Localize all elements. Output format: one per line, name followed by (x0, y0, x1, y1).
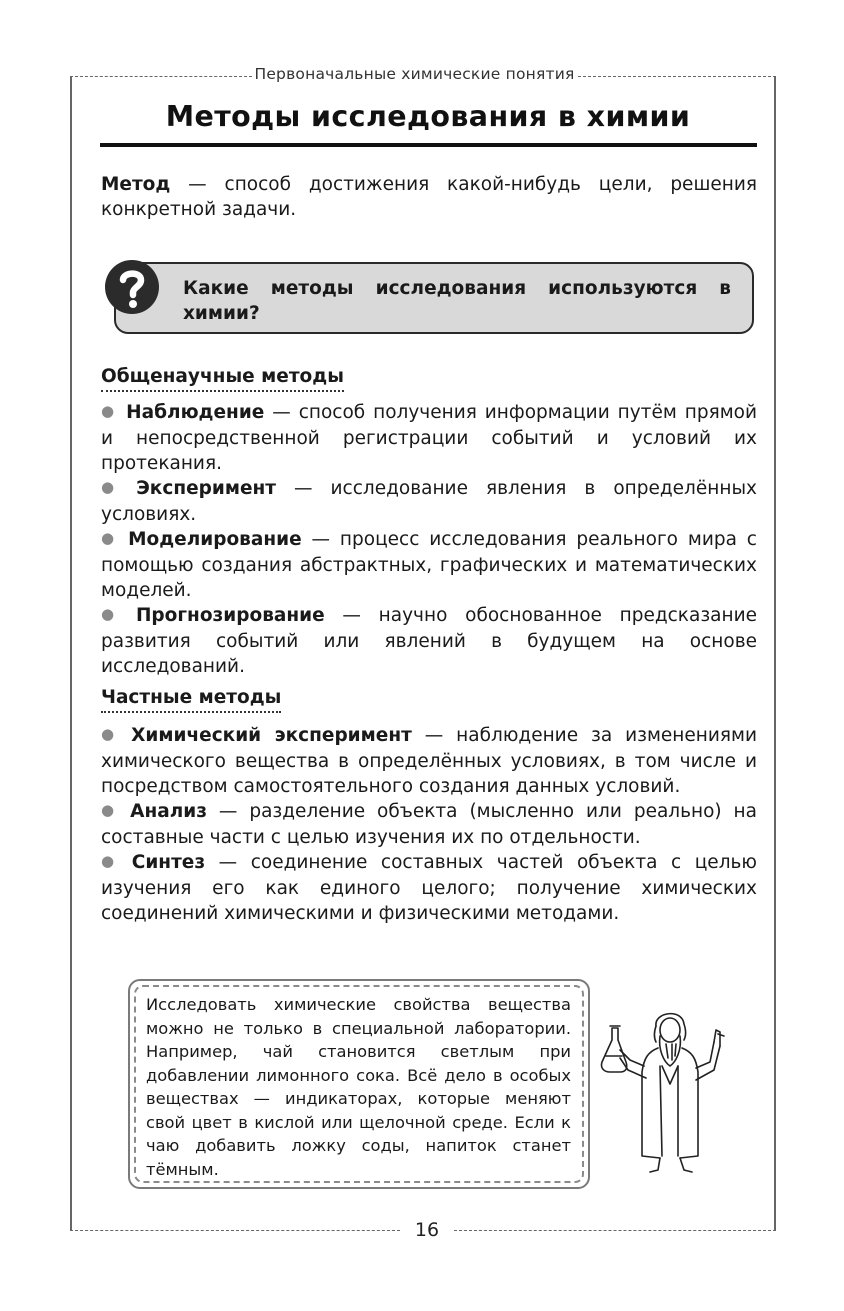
page-title: Методы исследования в химии (165, 100, 691, 133)
item-term: Прогнозирование (135, 605, 325, 626)
list-item (101, 400, 757, 476)
definition-term: Метод (101, 174, 171, 195)
item-term: Химический эксперимент (131, 725, 412, 746)
bullet-icon: ● (101, 478, 127, 496)
title-rule (100, 143, 757, 147)
bullet-icon: ● (101, 852, 122, 870)
bullet-icon: ● (101, 801, 121, 819)
item-term: Моделирование (128, 529, 302, 550)
specific-methods-heading: Частные методы (101, 686, 281, 713)
item-text: — исследование явления в определённых условиях. (101, 478, 757, 525)
item-text: — соединение составных частей объекта с целью изучения его как единого целого; получение химических соединений химическими и физическими методами. (101, 852, 757, 924)
item-term: Синтез (131, 852, 206, 873)
page-frame-left (70, 76, 72, 1230)
page-frame-right (774, 76, 776, 1230)
note-text: Исследовать химические свойства вещества можно не только в специальной лаборатории. Например, чай становится светлым при добавлении лимонного сока. Всё дело в особых веществах — индикаторах, которые меняют свой цвет в кислой или щелочной среде. Если к чаю добавить ложку соды, напиток станет тёмным. (146, 995, 571, 1179)
list-item (101, 799, 757, 850)
scientist-with-flask-illustration (598, 1006, 732, 1174)
list-item (101, 603, 757, 679)
bullet-icon: ● (101, 605, 126, 623)
item-text: — научно обоснованное предсказание развития событий или явлений в будущем на основе исследований. (101, 605, 757, 677)
item-term: Наблюдение (126, 402, 265, 423)
list-item (101, 723, 757, 799)
item-term: Анализ (130, 801, 207, 822)
definition-text: — способ достижения какой-нибудь цели, решения конкретной задачи. (101, 174, 757, 220)
item-text: — наблюдение за изменениями химического вещества в определённых условиях, в том числе и посредством самостоятельного создания данных условий. (101, 725, 757, 797)
item-term: Эксперимент (136, 478, 277, 499)
item-text: — процесс исследования реального мира с помощью создания абстрактных, графических и математических моделей. (101, 529, 757, 601)
running-head: Первоначальные химические понятия (254, 65, 575, 83)
question-text: Какие методы исследования используются в химии? (183, 278, 731, 324)
bullet-icon: ● (101, 529, 119, 547)
item-text: — разделение объекта (мысленно или реально) на составные части с целью изучения их по отдельности. (101, 801, 757, 848)
method-definition (101, 172, 757, 222)
question-mark-icon (104, 259, 160, 315)
bullet-icon: ● (101, 402, 117, 420)
specific-methods-list (101, 723, 757, 926)
page-number: 16 (414, 1219, 440, 1241)
list-item (101, 476, 757, 527)
general-methods-list (101, 400, 757, 679)
list-item (101, 850, 757, 926)
bullet-icon: ● (101, 725, 122, 743)
general-methods-heading: Общенаучные методы (101, 365, 344, 392)
item-text: — способ получения информации путём прямой и непосредственной регистрации событий и условий их протекания. (101, 402, 757, 474)
list-item (101, 527, 757, 603)
